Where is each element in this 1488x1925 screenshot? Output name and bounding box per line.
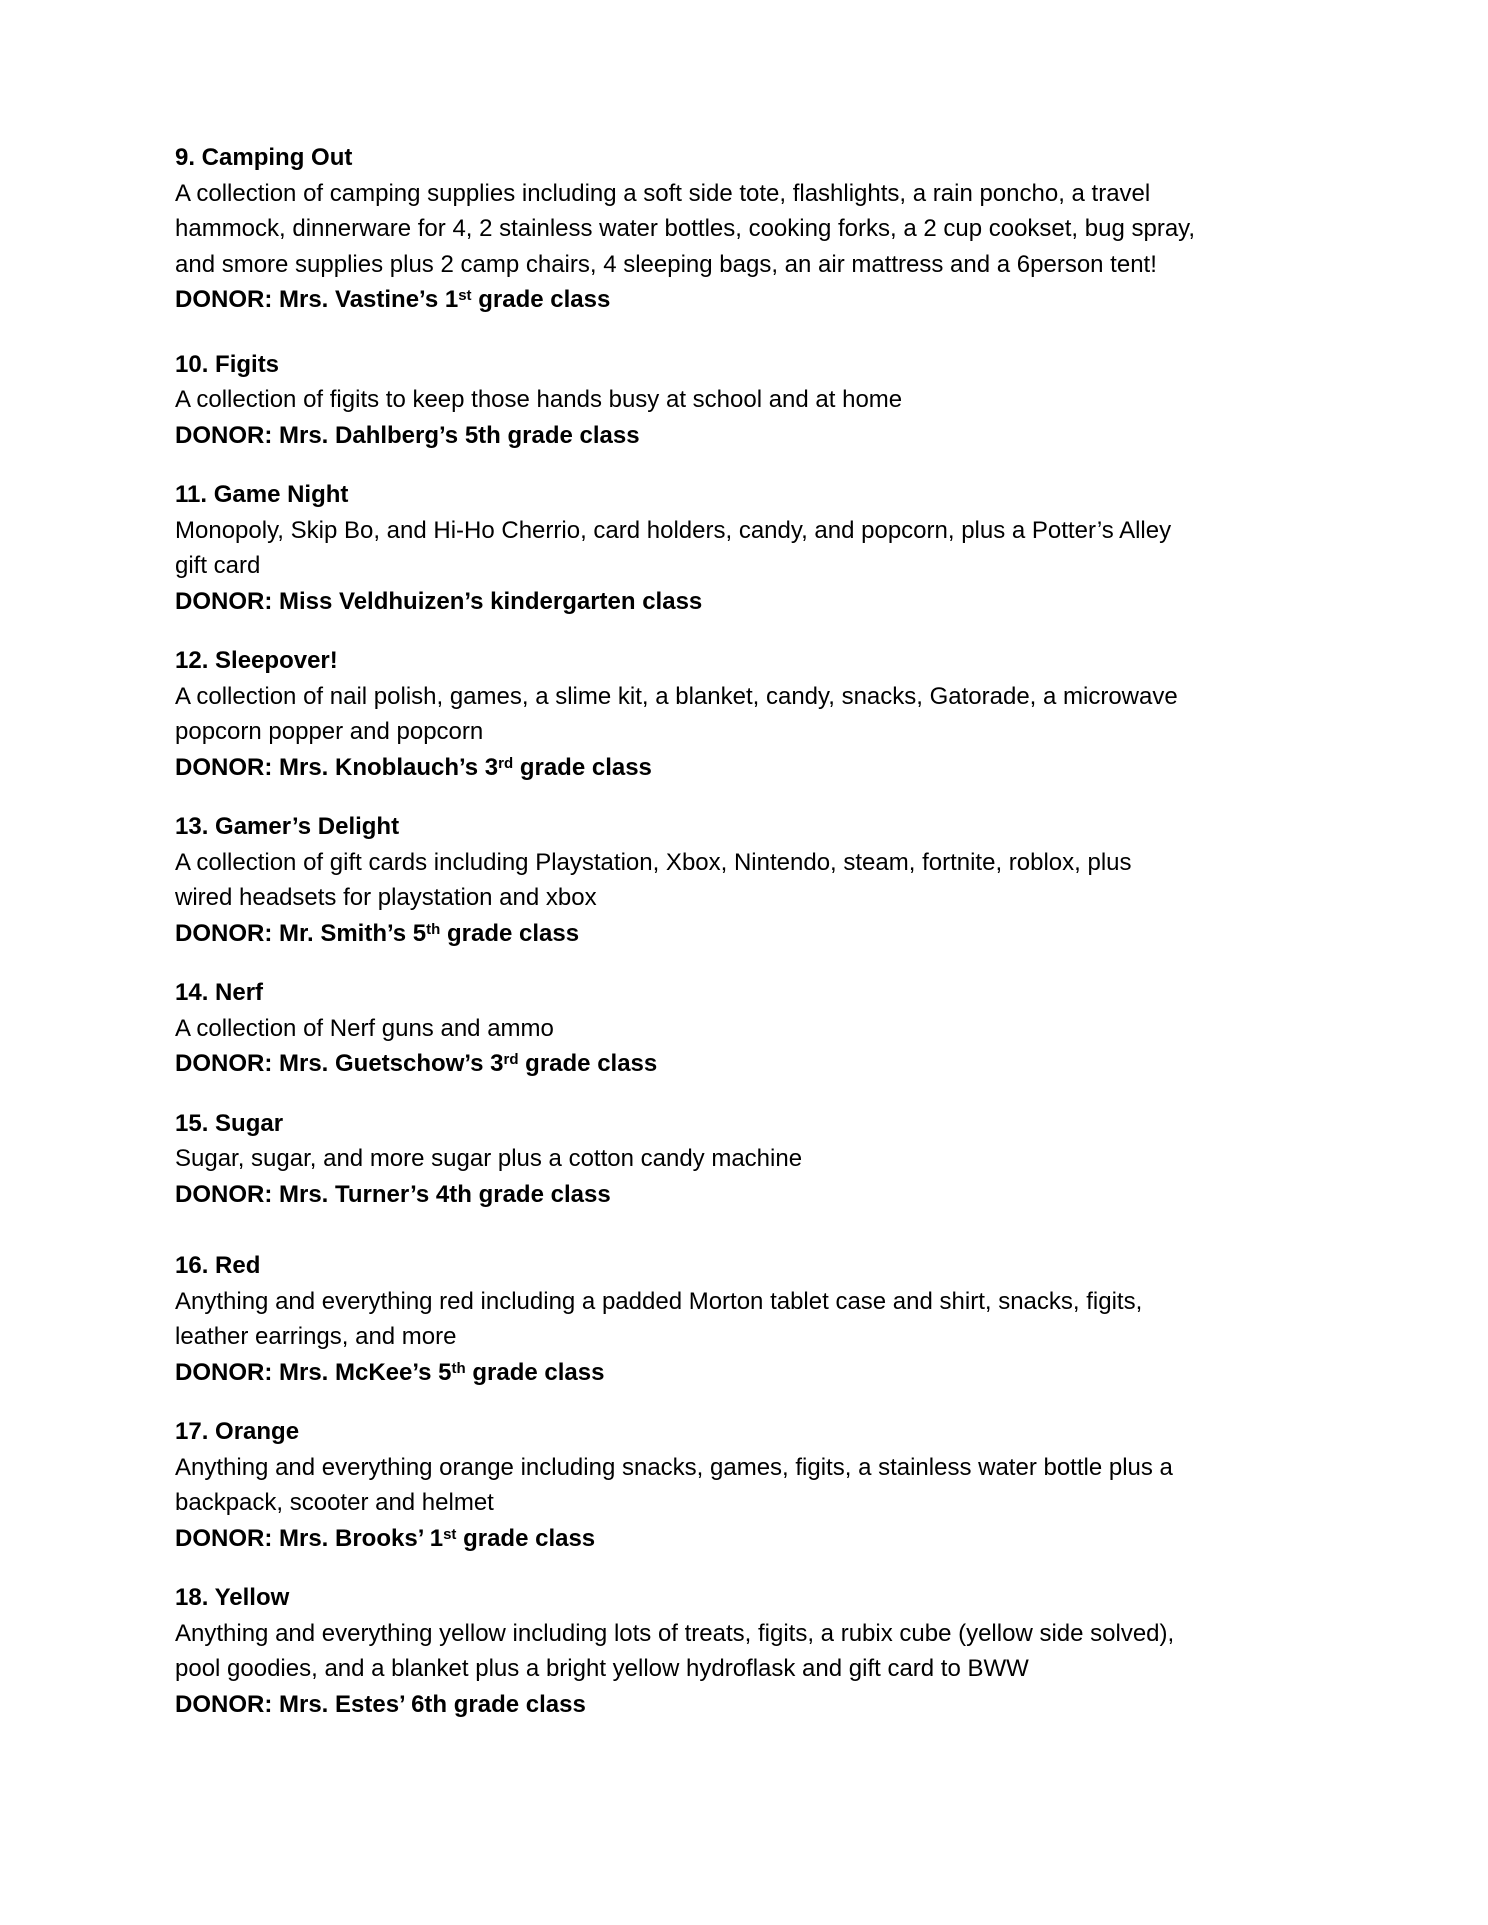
donor-text: DONOR: Mr. Smith’s 5 bbox=[175, 919, 427, 947]
ordinal-suffix: rd bbox=[498, 754, 514, 772]
description-line: wired headsets for playstation and xbox bbox=[175, 884, 597, 911]
item-title: 16. Red bbox=[175, 1252, 261, 1279]
ordinal-suffix: st bbox=[458, 287, 472, 304]
description-line: A collection of nail polish, games, a slime kit, a blanket, candy, snacks, Gatorade, a microwave bbox=[175, 682, 1178, 710]
item-description bbox=[175, 1011, 1345, 1047]
ordinal-suffix: th bbox=[426, 920, 441, 938]
description-line: leather earrings, and more bbox=[175, 1323, 457, 1350]
description-line: A collection of gift cards including Playstation, Xbox, Nintendo, steam, fortnite, roblox, plus bbox=[175, 848, 1132, 876]
item-donor bbox=[175, 916, 1345, 952]
ordinal-suffix: st bbox=[443, 1525, 457, 1543]
document-page bbox=[175, 140, 1345, 1722]
description-line: pool goodies, and a blanket plus a bright yellow hydroflask and gift card to BWW bbox=[175, 1655, 1029, 1682]
donor-text-end: grade class bbox=[456, 1524, 596, 1552]
description-line: Anything and everything yellow including lots of treats, figits, a rubix cube (yellow side solved), bbox=[175, 1619, 1175, 1647]
auction-item-14 bbox=[175, 975, 1345, 1082]
donor-text: DONOR: Mrs. Dahlberg’s 5th grade class bbox=[175, 421, 640, 449]
description-line: gift card bbox=[175, 552, 261, 579]
description-line: A collection of camping supplies including a soft side tote, flashlights, a rain poncho, a travel bbox=[175, 179, 1151, 207]
item-donor bbox=[175, 282, 1345, 318]
auction-item-15 bbox=[175, 1106, 1345, 1213]
item-donor bbox=[175, 1046, 1345, 1082]
item-description bbox=[175, 382, 1345, 418]
donor-text-end: grade class bbox=[518, 1050, 658, 1077]
description-line: Anything and everything red including a padded Morton tablet case and shirt, snacks, figits, bbox=[175, 1287, 1143, 1315]
donor-text-end: grade class bbox=[471, 286, 611, 313]
ordinal-suffix: rd bbox=[503, 1051, 519, 1068]
auction-item-18 bbox=[175, 1580, 1345, 1722]
item-description bbox=[175, 513, 1345, 584]
donor-text: DONOR: Mrs. McKee’s 5 bbox=[175, 1358, 452, 1386]
donor-text: DONOR: Mrs. Turner’s 4th grade class bbox=[175, 1180, 611, 1208]
donor-text: DONOR: Mrs. Vastine’s 1 bbox=[175, 286, 459, 313]
item-donor bbox=[175, 1177, 1345, 1213]
item-title: 9. Camping Out bbox=[175, 144, 353, 171]
auction-item-16 bbox=[175, 1248, 1345, 1390]
donor-text: DONOR: Mrs. Brooks’ 1 bbox=[175, 1524, 444, 1552]
item-title: 13. Gamer’s Delight bbox=[175, 813, 400, 840]
donor-text-end: grade class bbox=[465, 1358, 605, 1386]
description-line: Monopoly, Skip Bo, and Hi-Ho Cherrio, card holders, candy, and popcorn, plus a Potter’s Alley bbox=[175, 516, 1172, 544]
item-donor bbox=[175, 584, 1345, 620]
description-line: backpack, scooter and helmet bbox=[175, 1489, 494, 1516]
item-title: 14. Nerf bbox=[175, 979, 264, 1006]
item-title: 18. Yellow bbox=[175, 1584, 290, 1611]
donor-text: DONOR: Mrs. Estes’ 6th grade class bbox=[175, 1690, 586, 1718]
donor-text: DONOR: Miss Veldhuizen’s kindergarten class bbox=[175, 587, 703, 615]
item-title: 15. Sugar bbox=[175, 1109, 284, 1137]
auction-item-10 bbox=[175, 347, 1345, 454]
donor-text: DONOR: Mrs. Guetschow’s 3 bbox=[175, 1050, 504, 1077]
item-donor bbox=[175, 1521, 1345, 1557]
item-donor bbox=[175, 750, 1345, 786]
auction-item-11 bbox=[175, 477, 1345, 619]
item-description bbox=[175, 1450, 1345, 1521]
item-description bbox=[175, 176, 1345, 283]
auction-item-17 bbox=[175, 1414, 1345, 1556]
description-line: popcorn popper and popcorn bbox=[175, 718, 484, 745]
donor-text-end: grade class bbox=[440, 919, 580, 947]
description-line: and smore supplies plus 2 camp chairs, 4 sleeping bags, an air mattress and a 6person tent! bbox=[175, 250, 1157, 278]
description-line: A collection of figits to keep those hands busy at school and at home bbox=[175, 386, 903, 413]
item-description bbox=[175, 679, 1345, 750]
item-title: 11. Game Night bbox=[175, 481, 349, 508]
item-description bbox=[175, 1616, 1345, 1687]
item-title: 17. Orange bbox=[175, 1418, 300, 1445]
item-donor bbox=[175, 1687, 1345, 1723]
donor-text: DONOR: Mrs. Knoblauch’s 3 bbox=[175, 753, 499, 781]
item-title: 10. Figits bbox=[175, 350, 280, 378]
auction-item-13 bbox=[175, 809, 1345, 951]
description-line: Anything and everything orange including snacks, games, figits, a stainless water bottle plus a bbox=[175, 1453, 1173, 1481]
ordinal-suffix: th bbox=[451, 1359, 466, 1377]
item-description bbox=[175, 1141, 1345, 1177]
auction-item-9 bbox=[175, 140, 1345, 318]
description-line: A collection of Nerf guns and ammo bbox=[175, 1014, 554, 1042]
item-description bbox=[175, 1284, 1345, 1355]
item-donor bbox=[175, 1355, 1345, 1391]
description-line: hammock, dinnerware for 4, 2 stainless water bottles, cooking forks, a 2 cup cookset, bug spray, bbox=[175, 215, 1196, 242]
auction-item-12 bbox=[175, 643, 1345, 785]
description-line: Sugar, sugar, and more sugar plus a cotton candy machine bbox=[175, 1145, 803, 1172]
item-description bbox=[175, 845, 1345, 916]
item-title: 12. Sleepover! bbox=[175, 647, 338, 674]
item-donor bbox=[175, 418, 1345, 454]
donor-text-end: grade class bbox=[513, 753, 652, 781]
